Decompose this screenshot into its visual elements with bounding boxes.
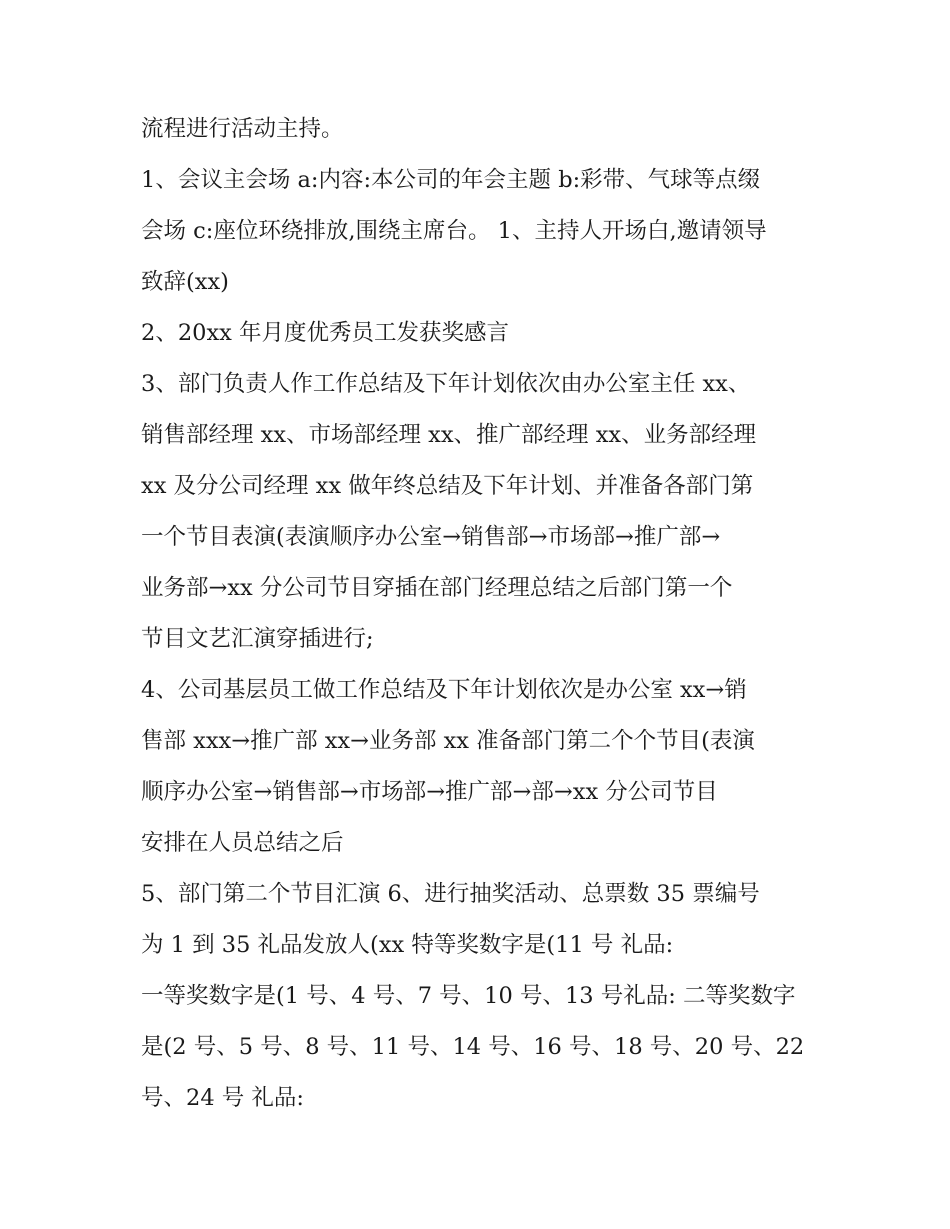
document-body [141,104,821,1124]
text-line: 顺序办公室→销售部→市场部→推广部→部→xx 分公司节目 [141,779,718,805]
text-line: 业务部→xx 分公司节目穿插在部门经理总结之后部门第一个 [141,575,733,601]
paragraph-2-awards [141,308,821,359]
paragraph-3-department-summary [141,359,821,665]
text-line: 是(2 号、5 号、8 号、11 号、14 号、16 号、18 号、20 号、22 [141,1034,805,1060]
text-line: 2、20xx 年月度优秀员工发获奖感言 [141,320,509,346]
paragraph-intro [141,104,821,155]
text-line: 会场 c:座位环绕排放,围绕主席台。 1、主持人开场白,邀请领导 [141,218,767,244]
text-line: 售部 xxx→推广部 xx→业务部 xx 准备部门第二个个节目(表演 [141,728,755,754]
text-line: xx 及分公司经理 xx 做年终总结及下年计划、并准备各部门第 [141,473,754,499]
text-line: 一个节目表演(表演顺序办公室→销售部→市场部→推广部→ [141,524,721,550]
paragraph-5-lottery [141,869,821,971]
text-line: 号、24 号 礼品: [141,1085,305,1111]
paragraph-4-staff-summary [141,665,821,869]
text-line: 5、部门第二个节目汇演 6、进行抽奖活动、总票数 35 票编号 [141,881,760,907]
text-line: 安排在人员总结之后 [141,830,344,856]
text-line: 为 1 到 35 礼品发放人(xx 特等奖数字是(11 号 礼品: [141,932,674,958]
text-line: 3、部门负责人作工作总结及下年计划依次由办公室主任 xx、 [141,371,751,397]
paragraph-prize-numbers [141,971,821,1124]
text-line: 节目文艺汇演穿插进行; [141,626,374,652]
text-line: 流程进行活动主持。 [141,116,344,142]
text-line: 销售部经理 xx、市场部经理 xx、推广部经理 xx、业务部经理 [141,422,757,448]
text-line: 1、会议主会场 a:内容:本公司的年会主题 b:彩带、气球等点缀 [141,167,761,193]
text-line: 一等奖数字是(1 号、4 号、7 号、10 号、13 号礼品: 二等奖数字 [141,983,796,1009]
paragraph-1-venue [141,155,821,308]
text-line: 4、公司基层员工做工作总结及下年计划依次是办公室 xx→销 [141,677,747,703]
text-line: 致辞(xx) [141,269,229,295]
